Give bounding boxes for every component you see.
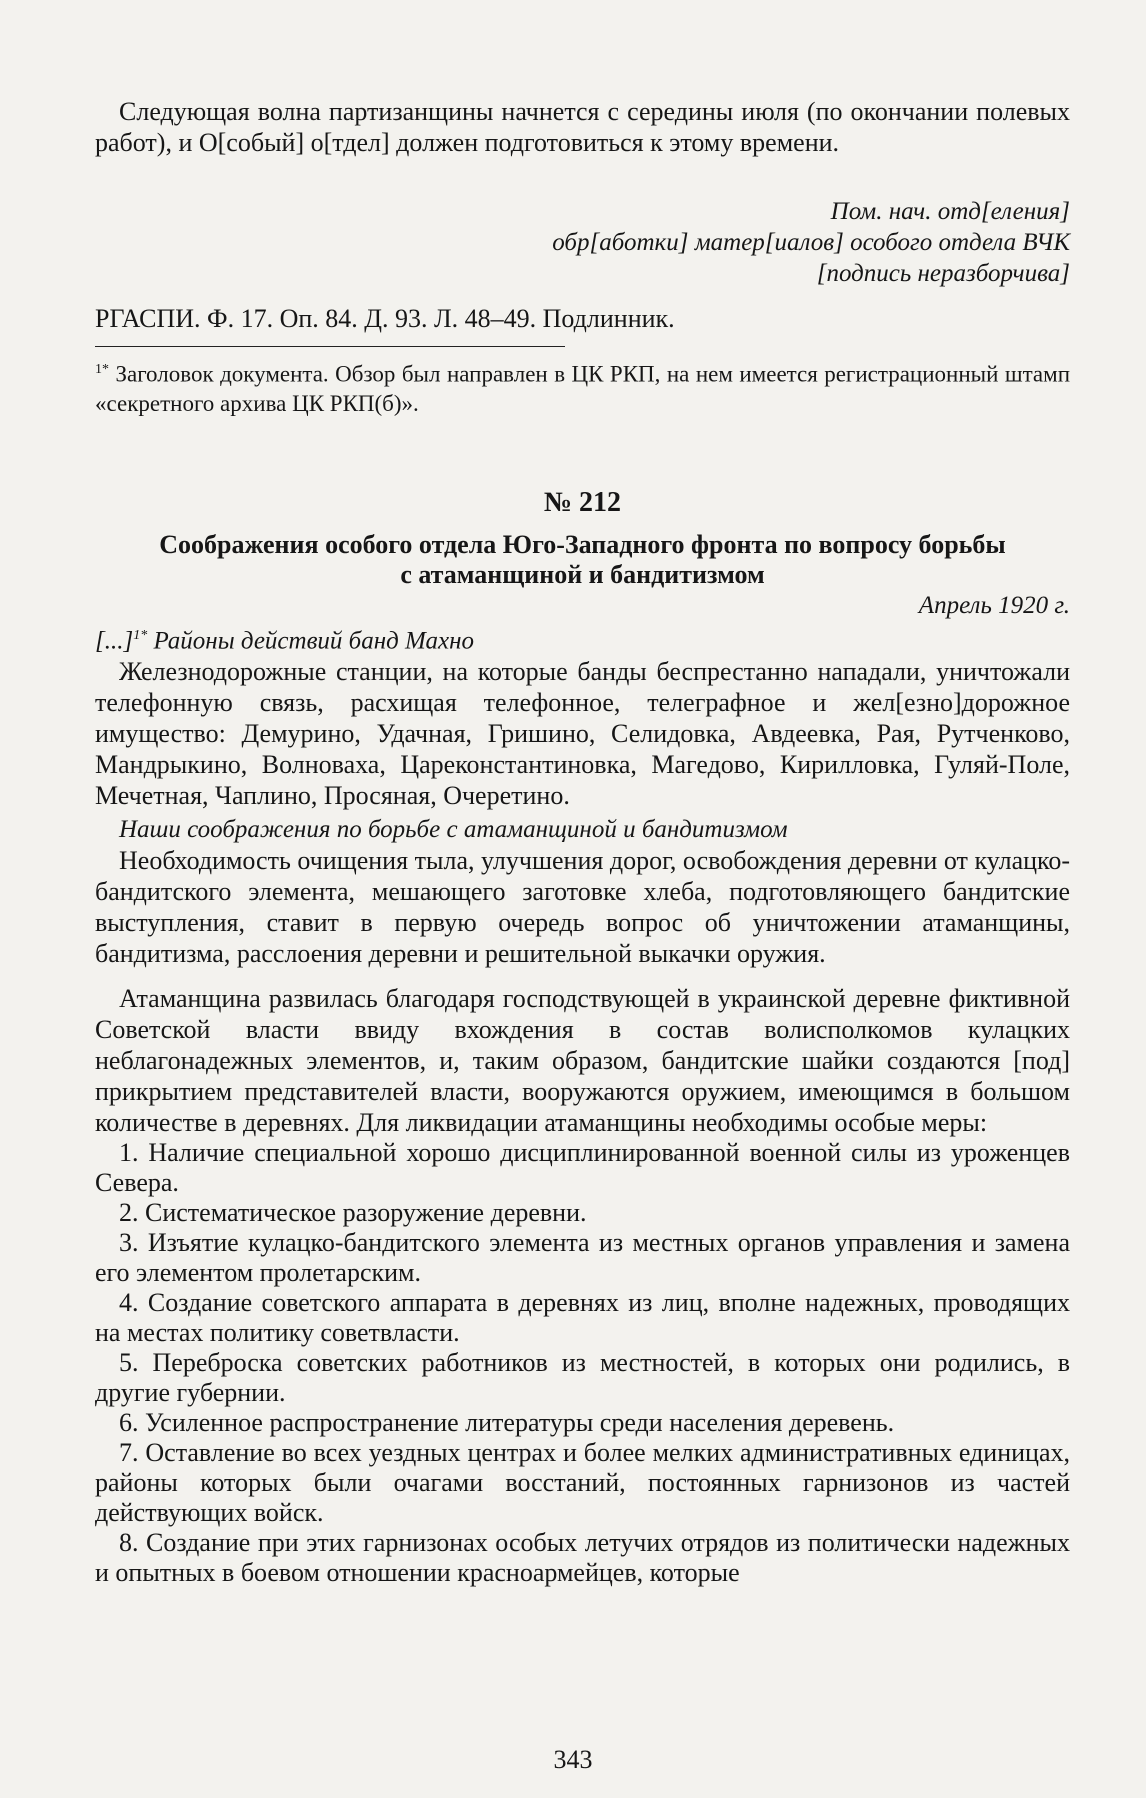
archive-source: РГАСПИ. Ф. 17. Оп. 84. Д. 93. Л. 48–49. Подлинник. bbox=[95, 304, 675, 333]
measure-item: 3. Изъятие кулацко-бандитского элемента из местных органов управления и замена его элементом пролетарским. bbox=[95, 1227, 1070, 1287]
section-1-text: Железнодорожные станции, на которые банды беспрестанно нападали, уничтожали телефонную связь, расхищая телефонное, телеграфное и жел[езно]дорожное имущество: Демурино, Удачная, Гришино, Селидовка, Авдеевка, Рая, Рутченково, Мандрыкино, Волноваха, Цареконстантиновка, Магедово, Кирилловка, Гуляй-Поле, Мечетная, Чаплино, Просяная, Очеретино. bbox=[95, 656, 1070, 810]
page-body bbox=[95, 96, 1070, 1588]
measure-item: 4. Создание советского аппарата в деревнях из лиц, вполне надежных, проводящих на местах политику советвласти. bbox=[95, 1287, 1070, 1347]
measure-item: 8. Создание при этих гарнизонах особых летучих отрядов из политически надежных и опытных в боевом отношении красноармейцев, которые bbox=[95, 1527, 1070, 1587]
footnote bbox=[95, 355, 1070, 418]
measure-item: 7. Оставление во всех уездных центрах и более мелких административных единицах, районы которых были очагами восстаний, постоянных гарнизонов из частей действующих войск. bbox=[95, 1437, 1070, 1527]
measure-item: 1. Наличие специальной хорошо дисциплинированной военной силы из уроженцев Севера. bbox=[95, 1137, 1070, 1197]
signature-line-3: [подпись неразборчива] bbox=[816, 260, 1070, 287]
document-title-line-1: Соображения особого отдела Юго-Западного фронта по вопросу борьбы bbox=[159, 529, 1006, 559]
measure-item: 2. Систематическое разоружение деревни. bbox=[119, 1197, 587, 1227]
signature-line-1: Пом. нач. отд[еления] bbox=[830, 198, 1070, 225]
signature-block bbox=[95, 196, 1070, 289]
section-2-paragraph-2: Атаманщина развилась благодаря господствующей в украинской деревне фиктивной Советской власти ввиду вхождения в состав волисполкомов кулацких неблагонадежных элементов, и, таким образом, бандитские шайки создаются [под] прикрытием представителей власти, вооружаются оружием, имеющимся в большом количестве в деревнях. Для ликвидации атаманщины необходимы особые меры: bbox=[95, 983, 1070, 1137]
section-1-heading bbox=[95, 621, 1070, 656]
page-number: 343 bbox=[553, 1745, 593, 1774]
signature-line-2: обр[аботки] матер[иалов] особого отдела ВЧК bbox=[552, 229, 1070, 256]
footnote-divider bbox=[95, 346, 565, 347]
section-2-paragraph-1: Необходимость очищения тыла, улучшения дорог, освобождения деревни от кулацко-бандитского элемента, мешающего заготовке хлеба, подготовляющего бандитские выступления, ставит в первую очередь вопрос об уничтожении атаманщины, бандитизма, расслоения деревни и решительной выкачки оружия. bbox=[95, 845, 1070, 968]
footnote-text: Заголовок документа. Обзор был направлен в ЦК РКП, на нем имеется регистрационный штамп «секретного архива ЦК РКП(б)». bbox=[95, 361, 1070, 416]
footnote-marker: 1* bbox=[95, 362, 109, 377]
measures-list bbox=[95, 1138, 1070, 1588]
measure-item: 6. Усиленное распространение литературы среди населения деревень. bbox=[119, 1407, 895, 1437]
omission-mark: [...] bbox=[95, 626, 134, 654]
intro-paragraph: Следующая волна партизанщины начнется с середины июля (по окончании полевых работ), и О[собый] о[тдел] должен подготовиться к этому времени. bbox=[95, 97, 1070, 157]
document-date: Апрель 1920 г. bbox=[918, 591, 1070, 619]
document-number: № 212 bbox=[543, 486, 622, 518]
measure-item: 5. Переброска советских работников из местностей, в которых они родились, в другие губернии. bbox=[95, 1347, 1070, 1407]
section-1-heading-text: Районы действий банд Махно bbox=[147, 626, 475, 654]
document-title-line-2: с атаманщиной и бандитизмом bbox=[400, 559, 765, 589]
document-title bbox=[95, 530, 1070, 590]
section-2-heading: Наши соображения по борьбе с атаманщиной и бандитизмом bbox=[119, 815, 788, 843]
section-1-marker: 1* bbox=[133, 627, 148, 643]
